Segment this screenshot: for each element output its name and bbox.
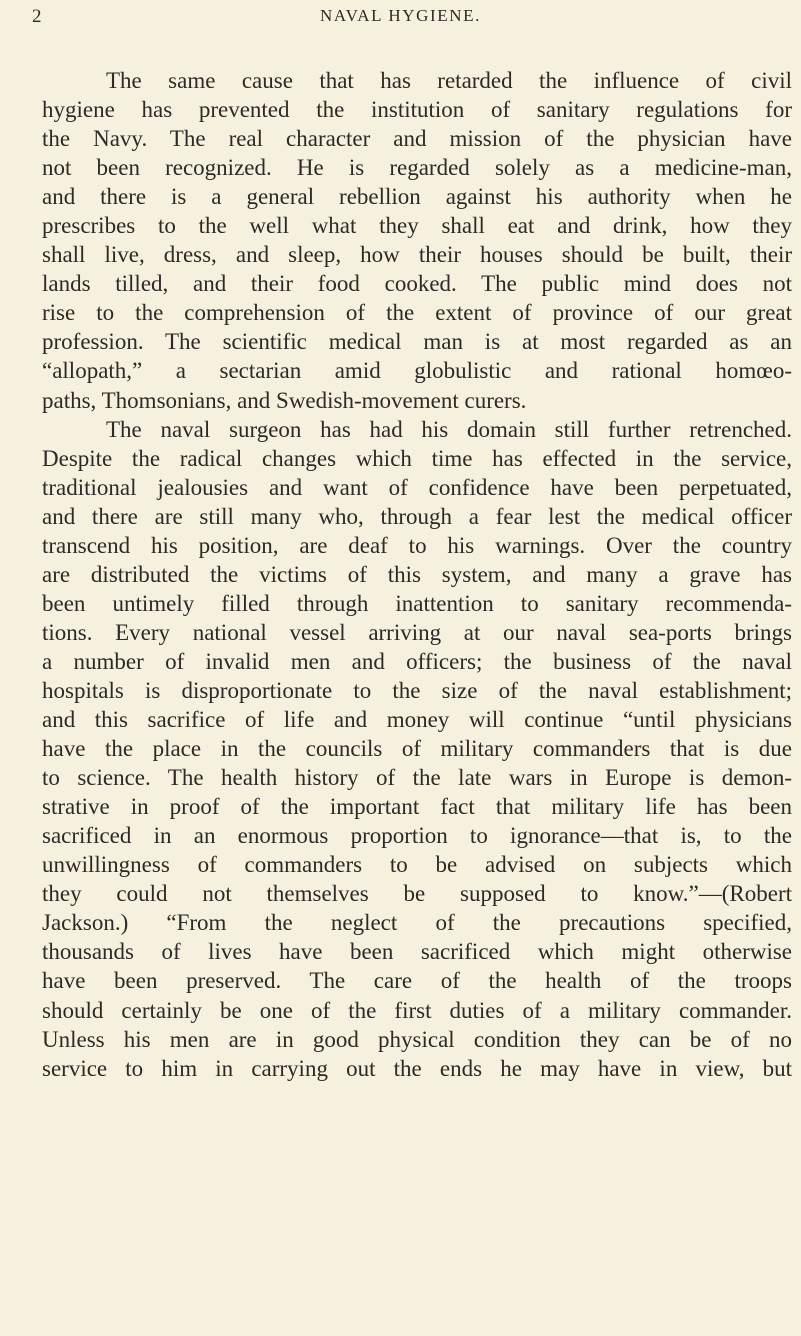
text-line: paths, Thomsonians, and Swedish-movement curers. [42, 387, 527, 413]
page-number: 2 [32, 6, 42, 27]
text-line: transcend his position, are deaf to his warnings. Over the country [42, 532, 792, 558]
text-line: rise to the comprehension of the extent of province of our great [42, 300, 792, 326]
text-line: have been preserved. The care of the health of the troops [42, 968, 792, 994]
text-line: the Navy. The real character and mission of the physician have [42, 126, 792, 152]
text-line: been untimely filled through inattention to sanitary recommenda- [42, 590, 792, 616]
text-line: The same cause that has retarded the influence of civil [106, 68, 792, 93]
text-line: they could not themselves be supposed to know.”—(Robert [42, 881, 792, 907]
text-line: lands tilled, and their food cooked. The public mind does not [42, 271, 792, 297]
text-line: and there are still many who, through a fear lest the medical officer [42, 503, 792, 529]
text-line: Unless his men are in good physical condition they can be of no [42, 1026, 792, 1052]
page-header [0, 6, 801, 36]
running-head: NAVAL HYGIENE. [320, 6, 481, 25]
text-line: prescribes to the well what they shall eat and drink, how they [42, 213, 792, 239]
text-line: shall live, dress, and sleep, how their houses should be built, their [42, 242, 792, 268]
text-line: strative in proof of the important fact that military life has been [42, 794, 792, 820]
text-line: a number of invalid men and officers; the business of the naval [42, 648, 792, 674]
text-line: and this sacrifice of life and money will continue “until physicians [42, 707, 792, 733]
text-line: are distributed the victims of this system, and many a grave has [42, 561, 792, 587]
text-line: hygiene has prevented the institution of sanitary regulations for [42, 97, 792, 123]
text-line: and there is a general rebellion against his authority when he [42, 184, 792, 210]
text-line: service to him in carrying out the ends he may have in view, but [42, 1055, 792, 1081]
text-line: to science. The health history of the late wars in Europe is demon- [42, 765, 792, 791]
text-line: have the place in the councils of military commanders that is due [42, 736, 792, 762]
text-line: not been recognized. He is regarded solely as a medicine-man, [42, 155, 792, 181]
text-line: Jackson.) “From the neglect of the precautions specified, [42, 910, 792, 936]
text-line: profession. The scientific medical man is at most regarded as an [42, 329, 792, 355]
body-text [42, 66, 792, 1083]
text-line: The naval surgeon has had his domain still further retrenched. [106, 416, 792, 442]
text-line: “allopath,” a sectarian amid globulistic and rational homœo- [42, 358, 792, 384]
text-line: should certainly be one of the first duties of a military commander. [42, 997, 792, 1023]
text-line: tions. Every national vessel arriving at our naval sea-ports brings [42, 619, 792, 645]
text-line: sacrificed in an enormous proportion to ignorance—that is, to the [42, 823, 792, 849]
text-line: traditional jealousies and want of confidence have been perpetuated, [42, 474, 792, 500]
text-line: unwillingness of commanders to be advised on subjects which [42, 852, 792, 878]
text-line: thousands of lives have been sacrificed which might otherwise [42, 939, 792, 965]
text-line: hospitals is disproportionate to the size of the naval establishment; [42, 677, 792, 703]
text-line: Despite the radical changes which time has effected in the service, [42, 445, 792, 471]
